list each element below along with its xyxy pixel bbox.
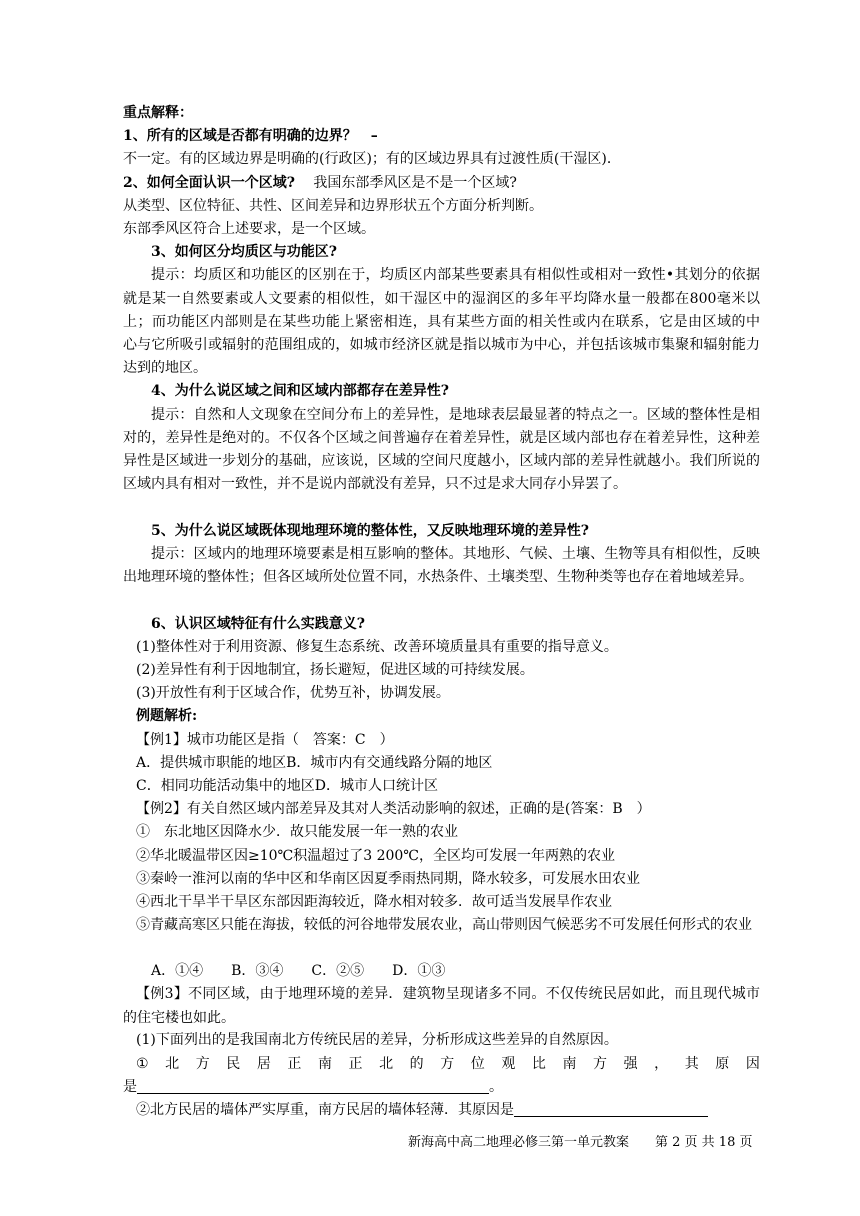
example-2-item-1: ① 东北地区因降水少．故只能发展一年一熟的农业 <box>136 824 458 841</box>
question-1: 1、所有的区域是否都有明确的边界？ – <box>123 128 378 145</box>
answer-4: 提示：自然和人文现象在空间分布上的差异性，是地球表层最显著的特点之一。区域的整体性是相对的，差异性是绝对的。不仅各个区域之间普遍存在着差异性，就是区域内部也存在着差异性，这种差异性是区域进一步划分的基础，应该说，区域的空间尺度越小，区域内部的差异性就越小。我们所说的区域内具有相对一致性，并不是说内部就没有差异，只不过是求大同存小异罢了。 <box>123 406 760 493</box>
ch: 位 <box>470 1055 485 1072</box>
option-c: C．相同功能活动集中的地区 <box>136 778 315 794</box>
example-3-item-1-cont <box>123 1076 760 1099</box>
example-2-item-2: ②华北暖温带区因≥10℃积温超过了3 200℃，全区均可发展一年两熟的农业 <box>136 847 615 864</box>
ch: 民 <box>226 1055 241 1072</box>
ch: 北 <box>165 1055 180 1072</box>
section-heading: 重点解释： <box>123 105 193 121</box>
example-1-options-row-1 <box>123 752 760 775</box>
text: ②北方民居的墙体严实厚重，南方民居的墙体轻薄．其原因是 <box>136 1101 514 1118</box>
question-2 <box>123 172 760 195</box>
answer-5: 提示：区域内的地理环境要素是相互影响的整体。其地形、气候、土壤、生物等具有相似性，反映出地理环境的整体性；但各区域所处位置不同，水热条件、土壤类型、生物种类等也存在着地域差异。 <box>123 545 760 585</box>
ch: 正 <box>287 1055 302 1072</box>
example-2-item-4: ④西北干旱半干旱区东部因距海较近，降水相对较多．故可适当发展旱作农业 <box>136 893 612 910</box>
ch: 居 <box>256 1055 271 1072</box>
ch: 比 <box>531 1055 546 1072</box>
text: 。 <box>489 1078 503 1095</box>
ch: 方 <box>593 1055 607 1072</box>
answer-3: 提示：均质区和功能区的区别在于，均质区内部某些要素具有相似性或相对一致性•其划分的依据就是某一自然要素或人文要素的相似性，如干湿区中的湿润区的多年平均降水量一般都在800毫米以上；而功能区内部则是在某些功能上紧密相连，具有某些方面的相关性或内在联系，它是由区域的中 心与它所吸引或辐射的范围组成的，如城市经济区就是指以城市为中心，并包括该城市集聚和辐射能力达到的地区。 <box>123 267 774 377</box>
example-3-question-1: (1)下面列出的是我国南北方传统民居的差异，分析形成这些差异的自然原因。 <box>136 1032 618 1049</box>
ch: 方 <box>440 1055 455 1072</box>
example-2-options <box>123 960 760 983</box>
option-a: A．提供城市职能的地区 <box>136 754 287 771</box>
text: 是 <box>123 1078 137 1095</box>
ch: ① <box>136 1055 149 1072</box>
ch: 南 <box>562 1055 577 1072</box>
answer-2-line-1: 从类型、区位特征、共性、区间差异和边界形状五个方面分析判断。 <box>123 197 543 214</box>
ch: 方 <box>195 1055 210 1072</box>
page-footer: 新海高中高二地理必修三第一单元教案 第 2 页 共 18 页 <box>408 1135 753 1150</box>
example-1-options-row-2 <box>123 775 760 798</box>
ch: 观 <box>501 1055 516 1072</box>
ch: 强 <box>623 1055 638 1072</box>
ch: 北 <box>379 1055 394 1072</box>
ch: 因 <box>745 1055 760 1072</box>
option-d: D．城市人口统计区 <box>314 778 438 794</box>
answer-blank[interactable] <box>514 1100 708 1117</box>
ch: ， <box>654 1055 669 1072</box>
ex2-option-a: A．①④ <box>151 963 204 980</box>
ex2-option-d: D．①③ <box>392 963 446 980</box>
q6-item-2: (2)差异性有利于因地制宜，扬长避短，促进区域的可持续发展。 <box>136 662 534 679</box>
question-2-sub: 我国东部季风区是不是一个区域? <box>313 174 517 191</box>
examples-heading: 例题解析: <box>136 708 198 725</box>
question-5: 5、为什么说区域既体现地理环境的整体性，又反映地理环境的差异性? <box>151 522 589 539</box>
q6-item-3: (3)开放性有利于区域合作，优势互补，协调发展。 <box>136 685 450 702</box>
example-2-item-5: ⑤青藏高寒区只能在海拔，较低的河谷地带发展农业，高山带则因气候恶劣不可发展任何形式的农业 <box>136 917 752 934</box>
q6-item-1: (1)整体性对于利用资源、修复生态系统、改善环境质量具有重要的指导意义。 <box>136 638 618 655</box>
example-3-item-2 <box>123 1099 760 1122</box>
example-3-stem: 【例3】不同区域，由于地理环境的差异．建筑物呈现诸多不同。不仅传统民居如此，而且现代城市的住宅楼也如此。 <box>123 986 760 1026</box>
example-2-stem: 【例2】有关自然区域内部差异及其对人类活动影响的叙述，正确的是(答案：B ） <box>136 801 651 818</box>
question-4: 4、为什么说区域之间和区域内部都存在差异性? <box>151 383 449 400</box>
ch: 其 <box>684 1055 699 1072</box>
option-b: B．城市内有交通线路分隔的地区 <box>286 754 493 771</box>
ch: 南 <box>317 1055 332 1072</box>
ch: 的 <box>409 1055 424 1072</box>
question-3: 3、如何区分均质区与功能区? <box>151 244 337 261</box>
example-3-item-1 <box>123 1053 760 1076</box>
example-1-stem: 【例1】城市功能区是指（ 答案：C ） <box>136 731 394 748</box>
question-2-title: 2、如何全面认识一个区域? <box>123 174 295 191</box>
question-6: 6、认识区域特征有什么实践意义? <box>151 615 365 632</box>
answer-1: 不一定。有的区域边界是明确的(行政区)；有的区域边界具有过渡性质(干湿区)． <box>123 151 621 168</box>
ex2-option-c: C．②⑤ <box>311 963 365 980</box>
document-page <box>123 102 774 1122</box>
answer-blank[interactable] <box>137 1077 489 1094</box>
ch: 正 <box>348 1055 363 1072</box>
ch: 原 <box>715 1055 730 1072</box>
answer-2-line-2: 东部季风区符合上述要求，是一个区域。 <box>123 220 375 237</box>
ex2-option-b: B．③④ <box>231 963 284 980</box>
example-2-item-3: ③秦岭一淮河以南的华中区和华南区因夏季雨热同期，降水较多，可发展水田农业 <box>136 870 640 887</box>
